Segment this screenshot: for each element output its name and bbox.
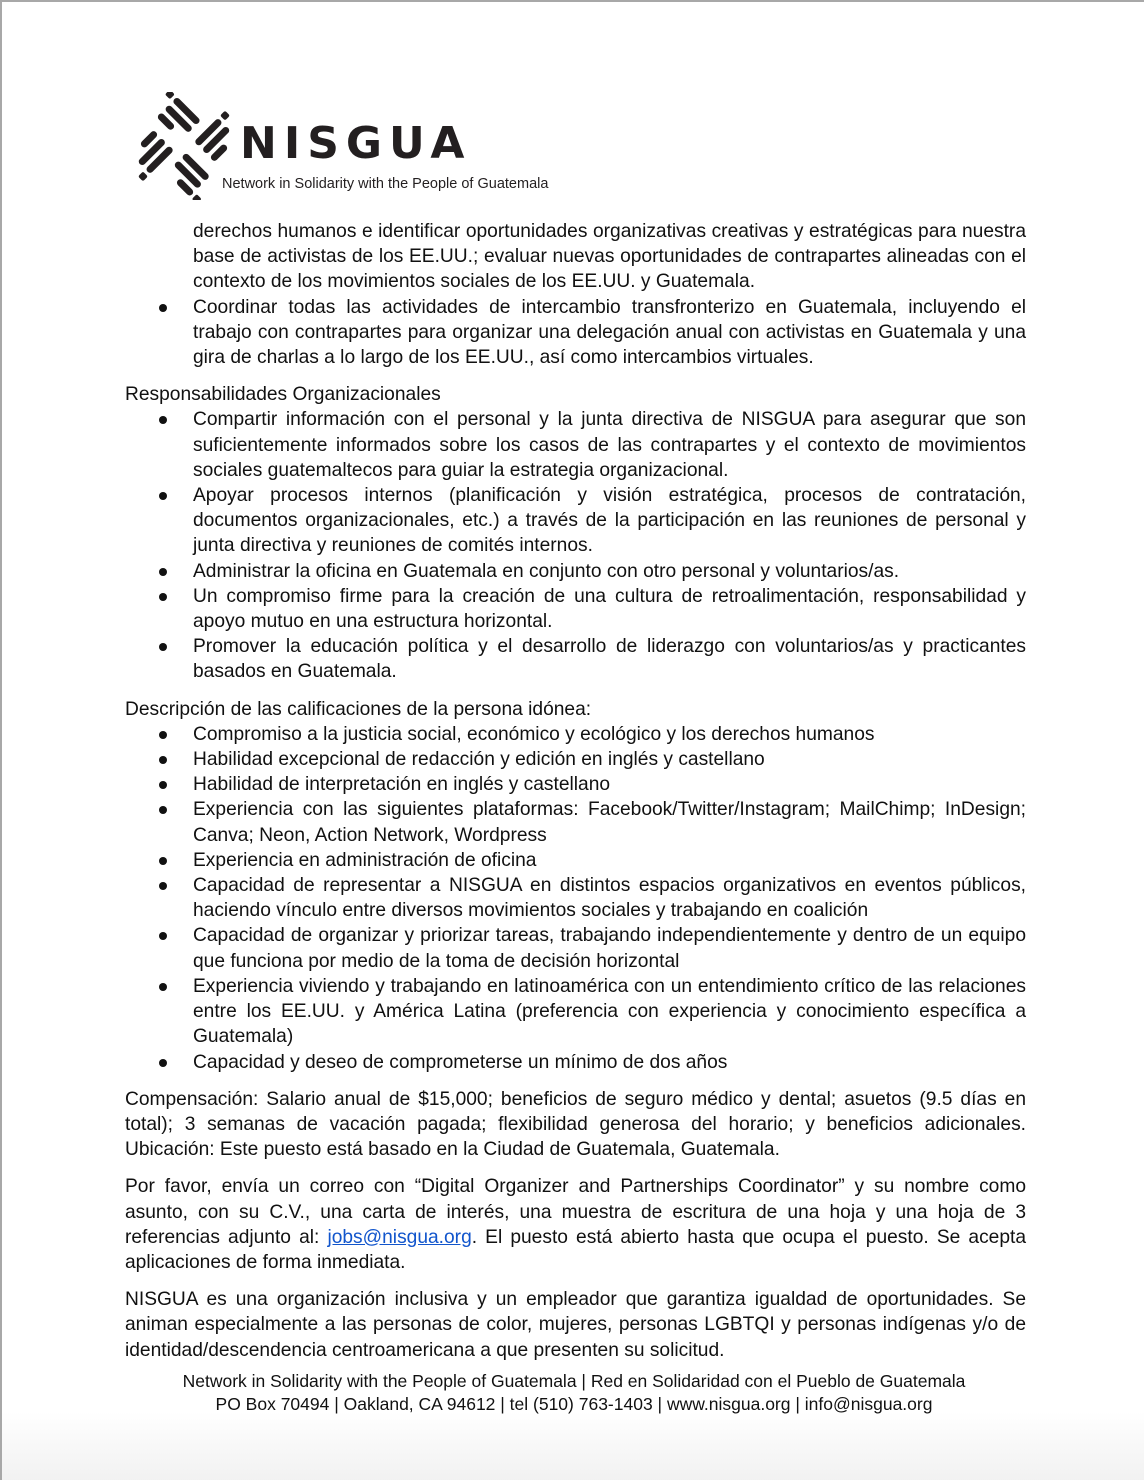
document-body <box>125 219 1026 1363</box>
equal-opportunity-paragraph: NISGUA es una organización inclusiva y un empleador que garantiza igualdad de oportunidades. Se animan especialmente a las personas de color, mujeres, personas LGBTQI y personas indígenas y/o de identidad/descendencia centroamericana a que presenten su solicitud. <box>125 1289 1026 1361</box>
list-item: Habilidad excepcional de redacción y edición en inglés y castellano <box>125 747 1026 772</box>
continued-bullet-text: derechos humanos e identificar oportunidades organizativas creativas y estratégicas para nuestra base de activistas de los EE.UU.; evaluar nuevas oportunidades de contrapartes alineadas con el contexto de los movimientos sociales de los EE.UU. y Guatemala. <box>193 221 1026 293</box>
bullet-icon <box>159 781 167 789</box>
bullet-icon <box>159 304 167 312</box>
bullet-icon <box>159 806 167 814</box>
list-item: Experiencia con las siguientes plataformas: Facebook/Twitter/Instagram; MailChimp; InDesign; Canva; Neon, Action Network, Wordpress <box>125 797 1026 847</box>
section-heading-organizational: Responsabilidades Organizacionales <box>125 384 441 406</box>
list-item: Promover la educación política y el desarrollo de liderazgo con voluntarios/as y practicantes basados en Guatemala. <box>125 634 1026 684</box>
list-item: Habilidad de interpretación en inglés y castellano <box>125 772 1026 797</box>
bullet-icon <box>159 731 167 739</box>
bullet-icon <box>159 492 167 500</box>
bullet-icon <box>159 882 167 890</box>
bullet-icon <box>159 756 167 764</box>
list-item: Un compromiso firme para la creación de una cultura de retroalimentación, responsabilidad y apoyo mutuo en una estructura horizontal. <box>125 584 1026 634</box>
footer-line-contact: PO Box 70494 | Oakland, CA 94612 | tel (510) 763-1403 | www.nisgua.org | info@nisgua.org <box>215 1394 933 1414</box>
list-item: Compromiso a la justicia social, económico y ecológico y los derechos humanos <box>125 722 1026 747</box>
logo-tagline: Network in Solidarity with the People of Guatemala <box>222 176 549 192</box>
page-footer <box>2 1370 1144 1416</box>
list-item: Experiencia viviendo y trabajando en latinoamérica con un entendimiento crítico de las relaciones entre los EE.UU. y América Latina (preferencia con experiencia y conocimiento específica a Guatemala) <box>125 974 1026 1050</box>
list-item: Capacidad y deseo de comprometerse un mínimo de dos años <box>125 1050 1026 1075</box>
bullet-icon <box>159 643 167 651</box>
bullet-icon <box>159 932 167 940</box>
application-paragraph: Por favor, envía un correo con “Digital Organizer and Partnerships Coordinator” y su nombre como asunto, con su C.V., una carta de interés, una muestra de escritura de una hoja y una hoja de 3 referencias adjunto al: jobs@nisgua.org. El puesto está abierto hasta que ocupa el puesto. Se acepta aplicaciones de forma inmediata. <box>125 1176 1027 1273</box>
section-heading-qualifications: Descripción de las calificaciones de la persona idónea: <box>125 698 592 720</box>
bullet-icon <box>159 857 167 865</box>
compensation-paragraph: Compensación: Salario anual de $15,000; beneficios de seguro médico y dental; asuetos (9.5 días en total); 3 semanas de vacación pagada; flexibilidad generosa del horario; y beneficios adicionales. Ubicación: Este puesto está basado en la Ciudad de Guatemala, Guatemala. <box>125 1088 1026 1161</box>
list-item: Coordinar todas las actividades de intercambio transfronterizo en Guatemala, incluyendo el trabajo con contrapartes para organizar una delegación anual con activistas en Guatemala y una gira de charlas a lo largo de los EE.UU., así como intercambios virtuales. <box>125 295 1026 371</box>
list-item: Capacidad de representar a NISGUA en distintos espacios organizativos en eventos públicos, haciendo vínculo entre diversos movimientos sociales y trabajando en coalición <box>125 873 1026 923</box>
bullet-icon <box>159 593 167 601</box>
bullet-icon <box>159 1059 167 1067</box>
organizational-list <box>125 407 1026 684</box>
logo-wordmark: NISGUA <box>240 118 472 169</box>
list-item: Apoyar procesos internos (planificación y visión estratégica, procesos de contratación, documentos organizacionales, etc.) a través de la participación en las reuniones de personal y junta directiva y reuniones de comités internos. <box>125 483 1026 559</box>
list-item: Compartir información con el personal y la junta directiva de NISGUA para asegurar que son suficientemente informados sobre los casos de las contrapartes y el contexto de movimientos sociales guatemaltecos para guiar la estrategia organizacional. <box>125 407 1026 483</box>
list-item: Experiencia en administración de oficina <box>125 848 1026 873</box>
jobs-email-link[interactable]: jobs@nisgua.org <box>327 1226 472 1248</box>
continued-bullet-list <box>125 295 1026 371</box>
bullet-icon <box>159 983 167 991</box>
list-item: Administrar la oficina en Guatemala en conjunto con otro personal y voluntarios/as. <box>125 559 1026 584</box>
list-item: Capacidad de organizar y priorizar tareas, trabajando independientemente y dentro de un equipo que funciona por medio de la toma de decisión horizontal <box>125 923 1026 973</box>
nisgua-logo <box>130 92 549 197</box>
qualifications-list <box>125 722 1026 1075</box>
footer-line-org-names: Network in Solidarity with the People of Guatemala | Red en Solidaridad con el Pueblo de Guatemala <box>182 1371 966 1391</box>
bullet-icon <box>159 568 167 576</box>
bullet-icon <box>159 416 167 424</box>
